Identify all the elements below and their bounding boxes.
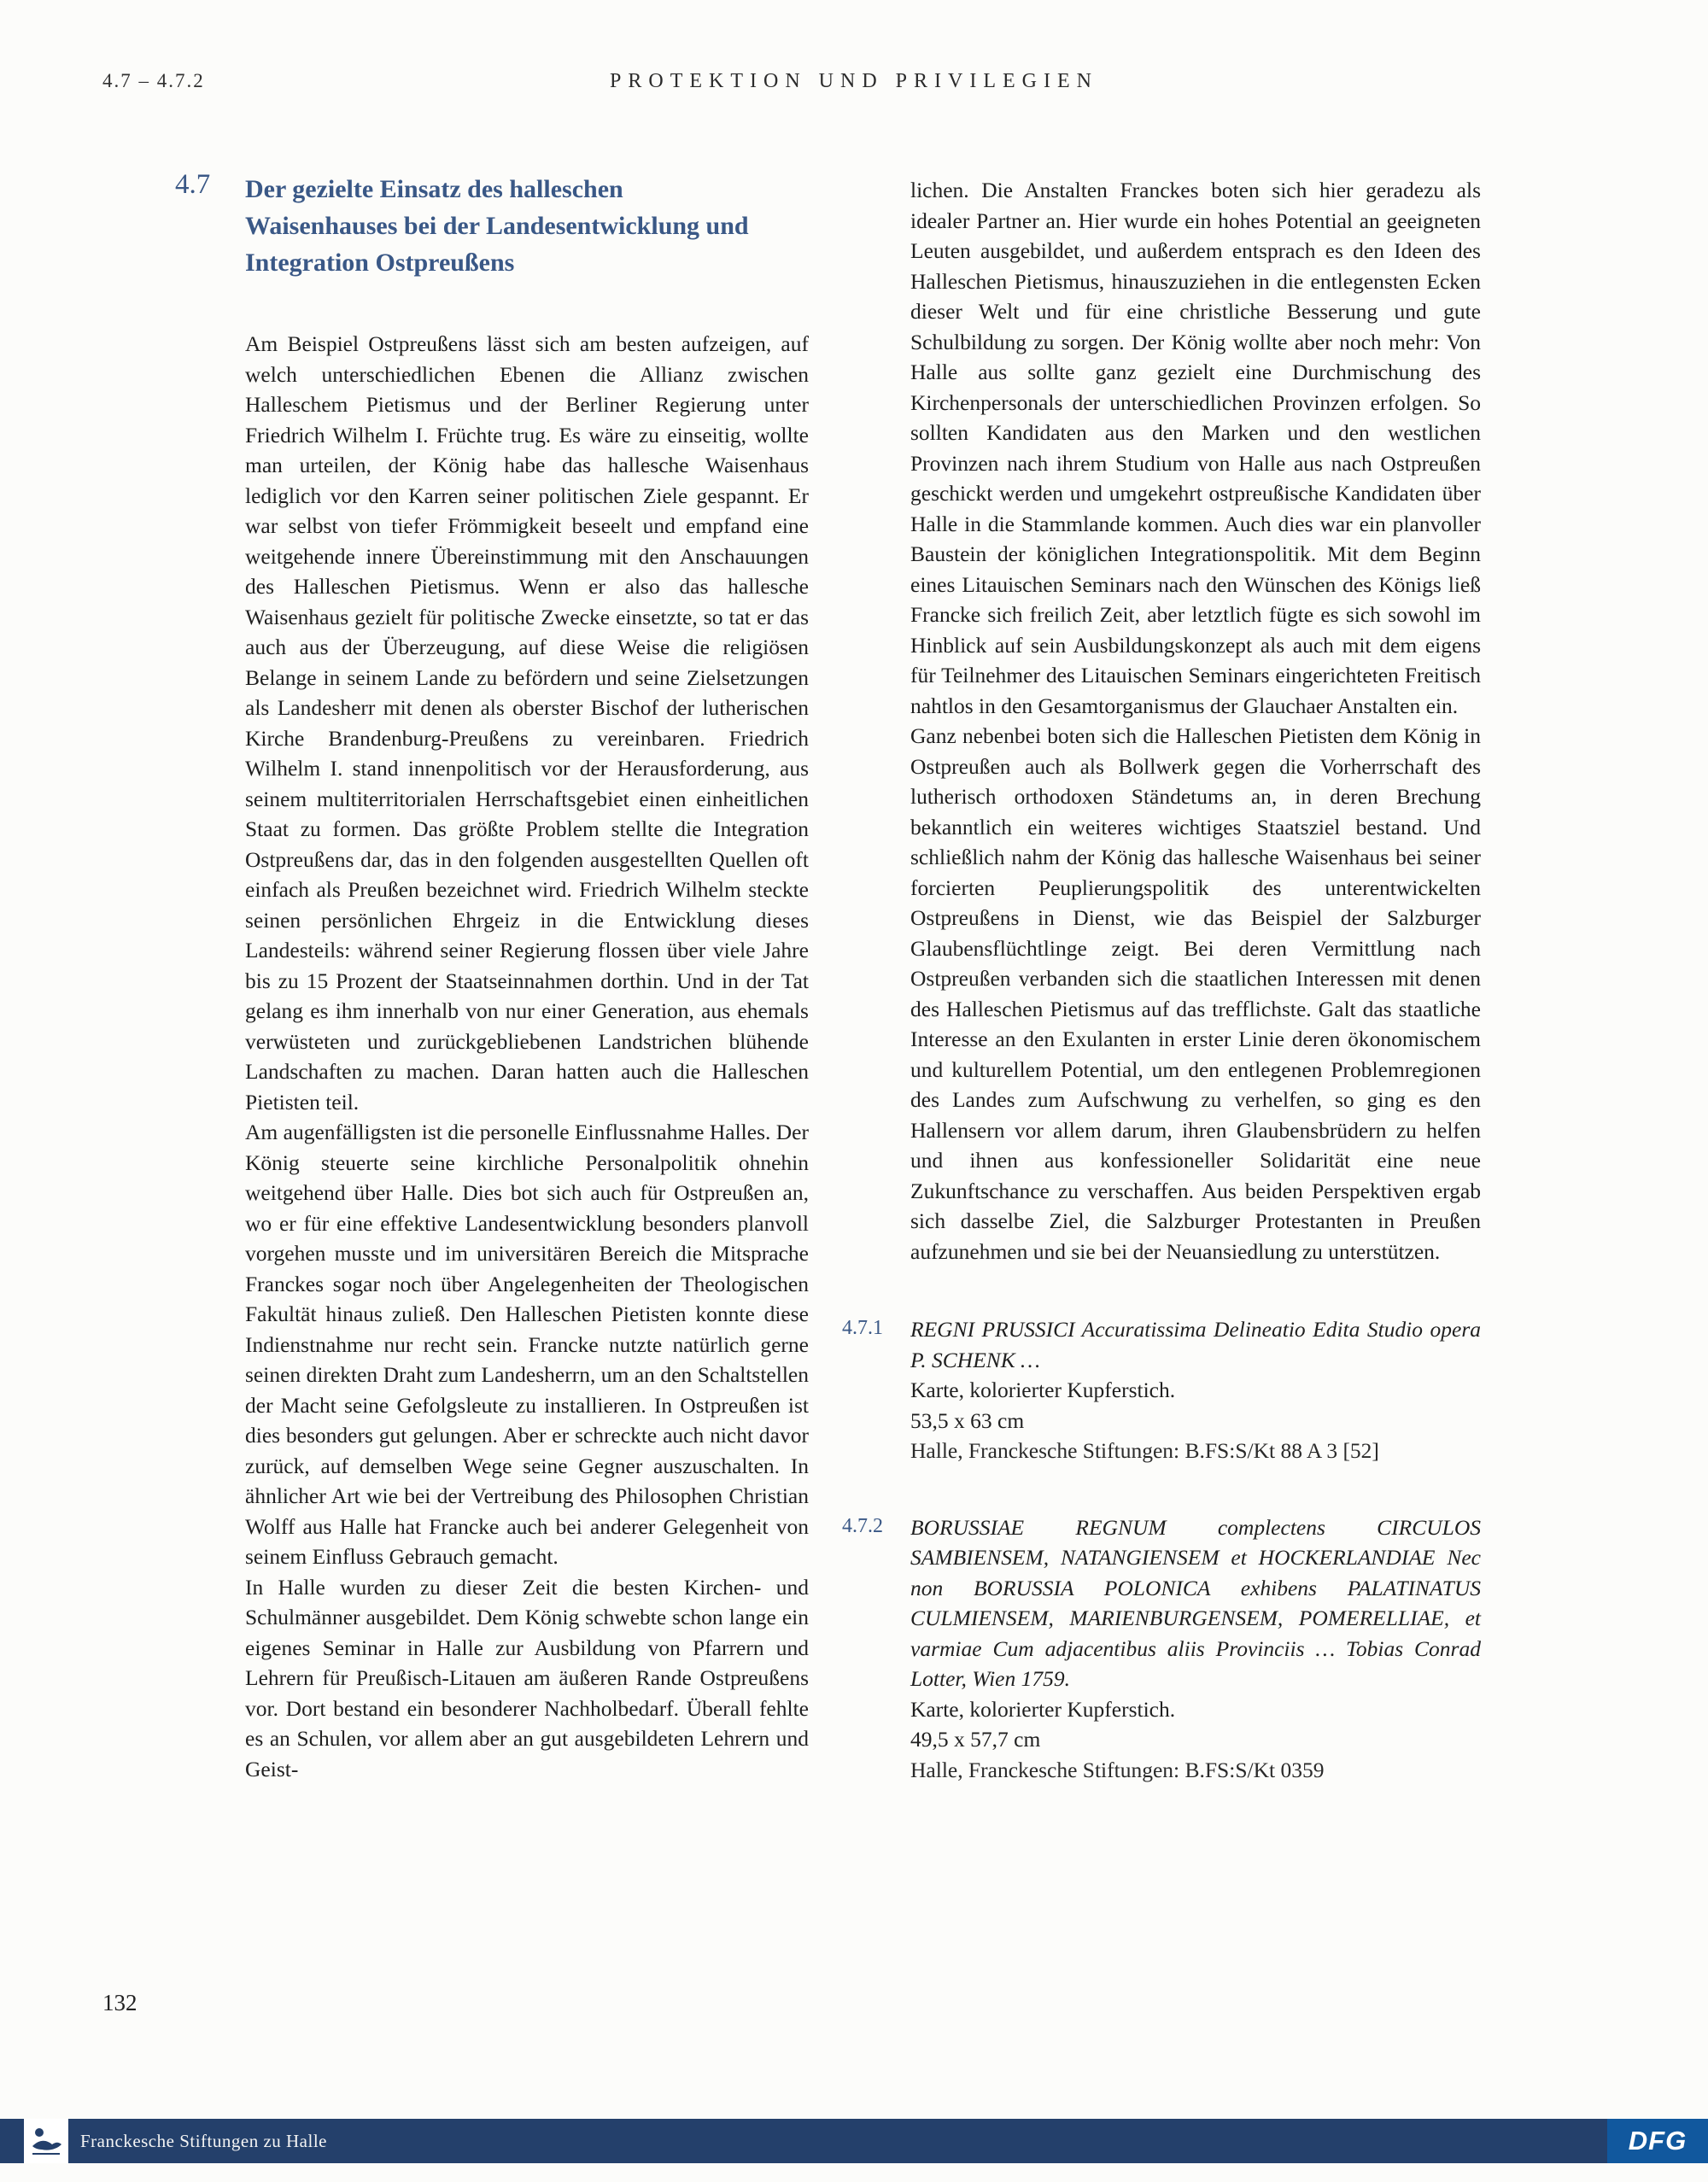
footer-bar <box>0 2119 1708 2163</box>
body-paragraph: Am Beispiel Ostpreußens lässt sich am besten aufzeigen, auf welch unterschiedlichen Ebenen die Allianz zwischen Halleschem Pietismus und der Berliner Regierung unter Friedrich Wilhelm I. Früchte trug. Es wäre zu einseitig, wollte man urteilen, der König habe das hallesche Waisenhaus lediglich vor den Karren seiner politischen Ziele gespannt. Er war selbst von tiefer Frömmigkeit beseelt und empfand eine weitgehende innere Übereinstimmung mit den Anschauungen des Halleschen Pietismus. Wenn er also das hallesche Waisenhaus gezielt für politische Zwecke einsetzte, so tat er das auch aus der Überzeugung, auf diese Weise die religiösen Belange in seinem Lande zu befördern und seine Zielsetzungen als Landesherr mit denen als oberster Bischof der lutherischen Kirche Brandenburg-Preußens zu vereinbaren. Friedrich Wilhelm I. stand innenpolitisch vor der Herausforderung, aus seinem multiterritorialen Herrschaftsgebiet einen einheitlichen Staat zu formen. Das größte Problem stellte die Integration Ostpreußens dar, das in den folgenden ausgestellten Quellen oft einfach als Preußen bezeichnet wird. Friedrich Wilhelm steckte seinen persönlichen Ehrgeiz in die Entwicklung dieses Landesteils: während seiner Regierung flossen über viele Jahre bis zu 15 Prozent der Staatseinnahmen dorthin. Und in der Tat gelang es ihm innerhalb von nur einer Generation, aus ehemals verwüsteten und zurückgebliebenen Landstrichen blühende Landschaften zu machen. Daran hatten auch die Halleschen Pietisten teil. <box>245 331 809 1114</box>
footer-institution-label: Franckesche Stiftungen zu Halle <box>80 2130 327 2151</box>
section-number: 4.7 <box>175 169 211 200</box>
catalog-entry-title: BORUSSIAE REGNUM complectens CIRCULOS SAMBIENSEM, NATANGIENSEM et HOCKERLANDIAE Nec non BORUSSIA POLONICA exhibens PALATINATUS CULMIENSEM, MARIENBURGENSEM, POMERELLIAE, et varmiae Cum adjacentibus aliis Provinciis … Tobias Conrad Lotter, Wien 1759. <box>910 1514 1481 1691</box>
body-paragraph: Am augenfälligsten ist die personelle Einflussnahme Halles. Der König steuerte seine kirchliche Personalpolitik ohnehin weitgehend über Halle. Dies bot sich auch für Ostpreußen an, wo er für eine effektive Landesentwicklung besonders planvoll vorgehen musste und im universitären Bereich die Mitsprache Franckes sogar noch über Angelegenheiten der Theologischen Fakultät hinaus zuließ. Den Halleschen Pietisten konnte diese Indienstnahme nur recht sein. Francke nutzte natürlich gerne seinen direkten Draht zum Landesherrn, um an den Schaltstellen der Macht seine Gefolgsleute zu installieren. In Ostpreußen ist dies besonders gut gelungen. Aber er schreckte auch nicht davor zurück, auf demselben Wege seine Gegner auszuschalten. In ähnlicher Art wie bei der Vertreibung des Philosophen Christian Wolff aus Halle hat Francke auch bei anderer Gelegenheit von seinem Einfluss Gebrauch gemacht. <box>245 1120 809 1569</box>
eagle-sun-icon <box>29 2124 63 2158</box>
catalog-entry-size: 49,5 x 57,7 cm <box>910 1727 1041 1752</box>
dfg-logo-text: DFG <box>1628 2126 1688 2156</box>
catalog-entry-source: Halle, Franckesche Stiftungen: B.FS:S/Kt 88 A 3 [52] <box>910 1438 1379 1463</box>
catalog-entry-4-7-2 <box>842 1512 1481 1786</box>
left-text-column <box>245 329 809 1784</box>
right-text-column <box>842 175 1481 1831</box>
running-head-section-range: 4.7 – 4.7.2 <box>102 70 205 91</box>
catalog-entry-number: 4.7.2 <box>842 1514 883 1537</box>
body-paragraph: In Halle wurden zu dieser Zeit die besten Kirchen- und Schulmänner ausgebildet. Dem König schwebte schon lange ein eigenes Seminar in Halle zur Ausbildung von Pfarrern und Lehrern für Preußisch-Litauen am äußeren Rande Ostpreußens vor. Dort bestand ein besonderer Nachholbedarf. Überall fehlte es an Schulen, vor allem aber an gut ausgebildeten Lehrern und Geist- <box>245 1574 809 1781</box>
franckesche-stiftungen-logo <box>24 2119 68 2163</box>
catalog-entry-4-7-1 <box>842 1314 1481 1466</box>
catalog-entry-medium: Karte, kolorierter Kupferstich. <box>910 1378 1176 1402</box>
dfg-logo <box>1607 2119 1708 2163</box>
body-paragraph: lichen. Die Anstalten Franckes boten sich hier geradezu als idealer Partner an. Hier wurde ein hohes Potential an geeigneten Leuten ausgebildet, und außerdem entsprach es den Ideen des Halleschen Pietismus, hinauszuziehen in die entlegensten Ecken dieser Welt und für eine christliche Besserung und gute Schulbildung zu sorgen. Der König wollte aber noch mehr: Von Halle aus sollte ganz gezielt eine Durchmischung des Kirchenpersonals der unterschiedlichen Provinzen erfolgen. So sollten Kandidaten aus den Marken und den westlichen Provinzen nach ihrem Studium von Halle aus nach Ostpreußen geschickt werden und umgekehrt ostpreußische Kandidaten über Halle in die Stammlande kommen. Auch dies war ein planvoller Baustein der königlichen Integrationspolitik. Mit dem Beginn eines Litauischen Seminars nach den Wünschen des Königs ließ Francke sich freilich Zeit, aber letztlich fügte es sich sowohl im Hinblick auf sein Ausbildungskonzept als auch mit dem eigens für Teilnehmer des Litauischen Seminars eingerichteten Freitisch nahtlos in den Gesamtorganismus der Glauchaer Anstalten ein. <box>910 178 1481 718</box>
catalog-entry-medium: Karte, kolorierter Kupferstich. <box>910 1696 1176 1722</box>
catalog-entry-title: REGNI PRUSSICI Accuratissima Delineatio Edita Studio opera P. SCHENK … <box>910 1317 1481 1372</box>
page-number: 132 <box>102 1990 137 2015</box>
catalog-entries <box>842 1314 1481 1785</box>
catalog-entry-source: Halle, Franckesche Stiftungen: B.FS:S/Kt 0359 <box>910 1757 1325 1782</box>
catalog-entry-number: 4.7.1 <box>842 1317 883 1339</box>
running-head-chapter-title: PROTEKTION UND PRIVILEGIEN <box>610 70 1098 92</box>
section-title: Der gezielte Einsatz des halleschen Waisenhauses bei der Landesentwicklung und Integration Ostpreußens <box>245 175 749 277</box>
body-paragraph: Ganz nebenbei boten sich die Halleschen Pietisten dem König in Ostpreußen auch als Bollwerk gegen die Vorherrschaft des lutherisch orthodoxen Ständetums an, in deren Brechung bekanntlich ein weiteres wichtiges Staatsziel bestand. Und schließlich nahm der König das hallesche Waisenhaus bei seiner forcierten Peuplierungspolitik des unterentwickelten Ostpreußens in Dienst, wie das Beispiel der Salzburger Glaubensflüchtlinge zeigt. Bei deren Vermittlung nach Ostpreußen verbanden sich die staatlichen Interessen mit denen des Halleschen Pietismus auf das trefflichste. Galt das staatliche Interesse an den Exulanten in erster Linie deren ökonomischem und kulturellem Potential, um den entlegenen Problemregionen des Landes zum Aufschwung zu verhelfen, so ging es den Hallensern vor allem darum, ihren Glaubensbrüdern zu helfen und ihnen aus konfessioneller Solidarität eine neue Zukunftschance zu verschaffen. Aus beiden Perspektiven ergab sich dasselbe Ziel, die Salzburger Protestanten in Preußen aufzunehmen und sie bei der Neuansiedlung zu unterstützen. <box>910 723 1481 1264</box>
catalog-entry-size: 53,5 x 63 cm <box>910 1407 1025 1433</box>
